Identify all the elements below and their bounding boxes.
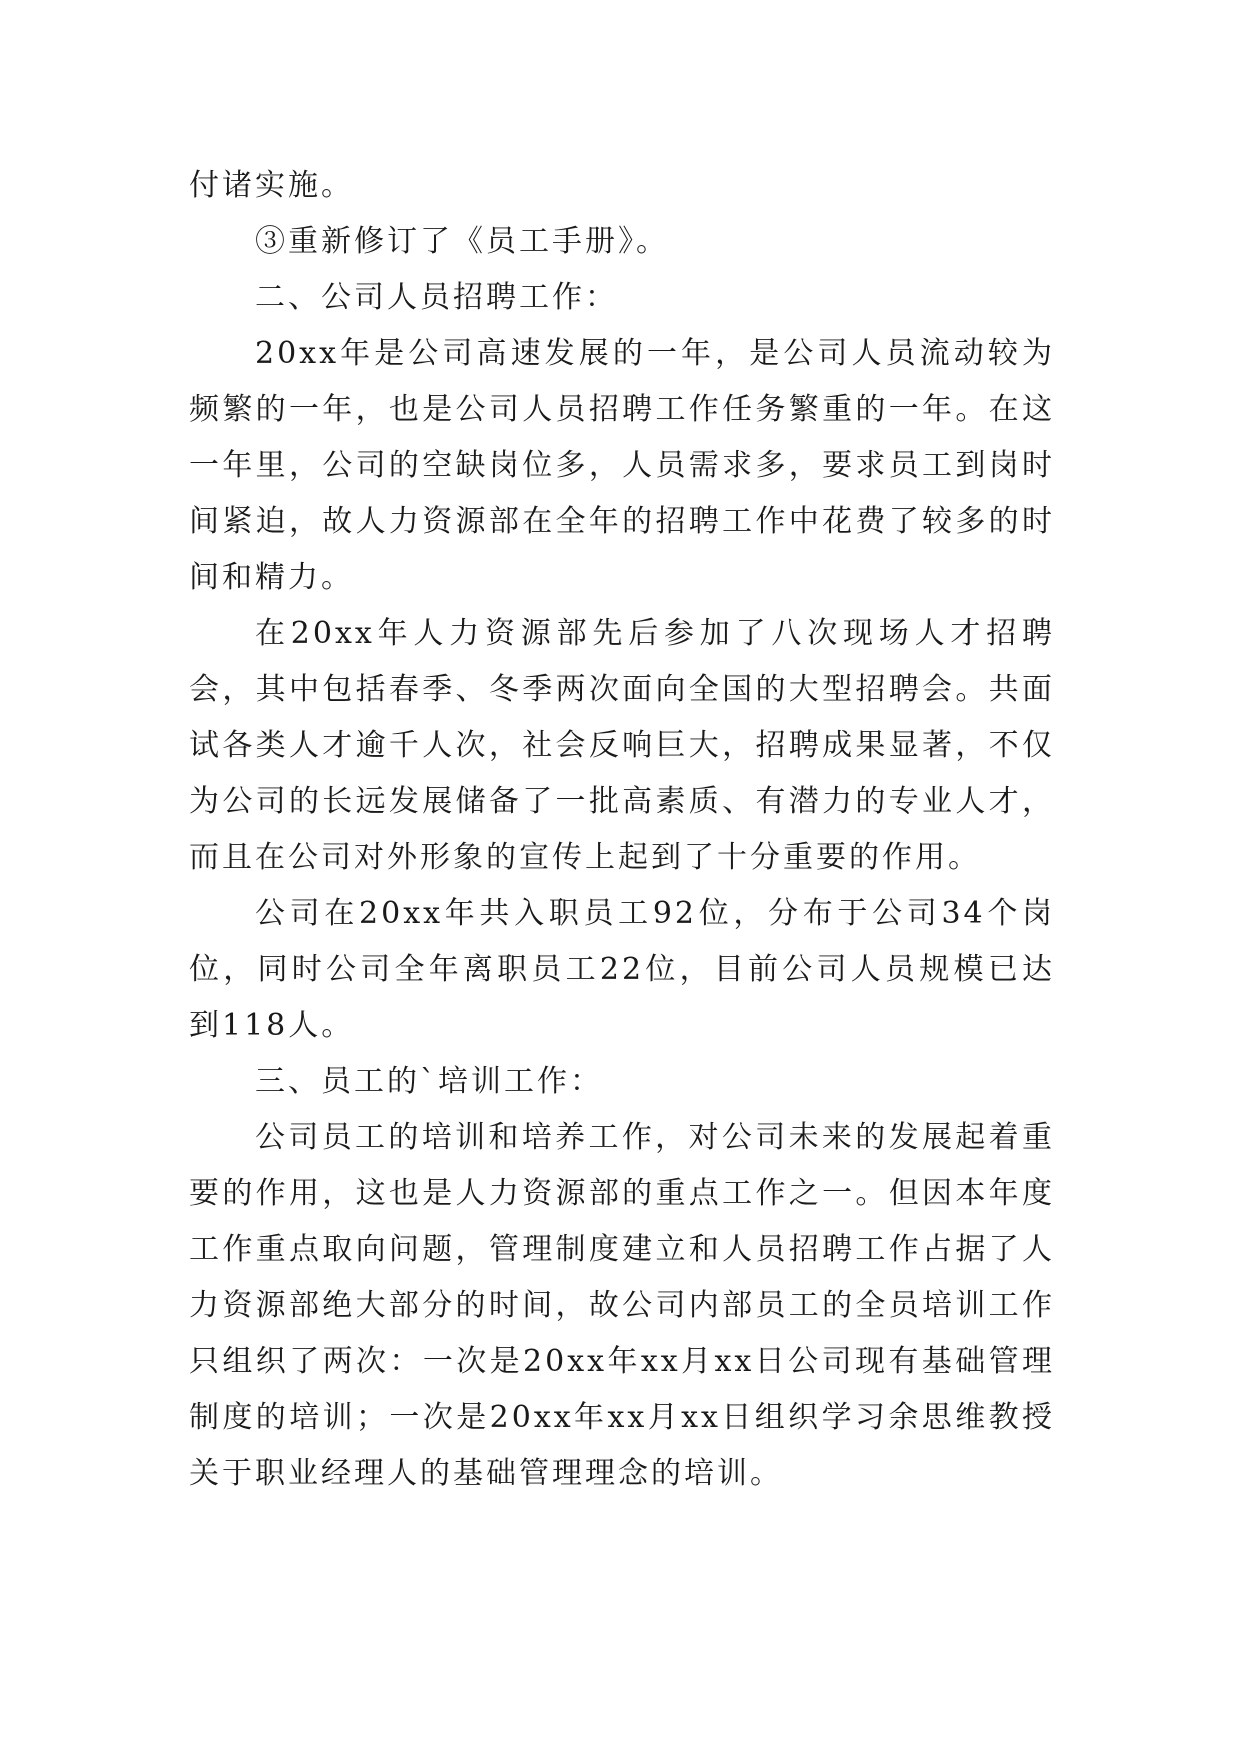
paragraph-8: 公司员工的培训和培养工作，对公司未来的发展起着重要的作用，这也是人力资源部的重点工作之一。但因本年度工作重点取向问题，管理制度建立和人员招聘工作占据了人力资源部绝大部分的时间，故公司内部员工的全员培训工作只组织了两次：一次是20xx年xx月xx日公司现有基础管理制度的培训；一次是20xx年xx月xx日组织学习余思维教授关于职业经理人的基础管理理念的培训。 (189, 1120, 1055, 1491)
paragraph-2: ③重新修订了《员工手册》。 (255, 224, 669, 259)
document-body (189, 158, 1055, 1502)
section-heading-training: 三、员工的`培训工作： (255, 1064, 603, 1099)
paragraph-1: 付诸实施。 (189, 168, 354, 203)
paragraph-4: 20xx年是公司高速发展的一年，是公司人员流动较为频繁的一年，也是公司人员招聘工作任务繁重的一年。在这一年里，公司的空缺岗位多，人员需求多，要求员工到岗时间紧迫，故人力资源部在全年的招聘工作中花费了较多的时间和精力。 (189, 336, 1055, 595)
section-heading-recruitment: 二、公司人员招聘工作： (255, 280, 618, 315)
paragraph-5: 在20xx年人力资源部先后参加了八次现场人才招聘会，其中包括春季、冬季两次面向全国的大型招聘会。共面试各类人才逾千人次，社会反响巨大，招聘成果显著，不仅为公司的长远发展储备了一批高素质、有潜力的专业人才，而且在公司对外形象的宣传上起到了十分重要的作用。 (189, 616, 1055, 875)
paragraph-6: 公司在20xx年共入职员工92位，分布于公司34个岗位，同时公司全年离职员工22位，目前公司人员规模已达到118人。 (189, 896, 1055, 1043)
